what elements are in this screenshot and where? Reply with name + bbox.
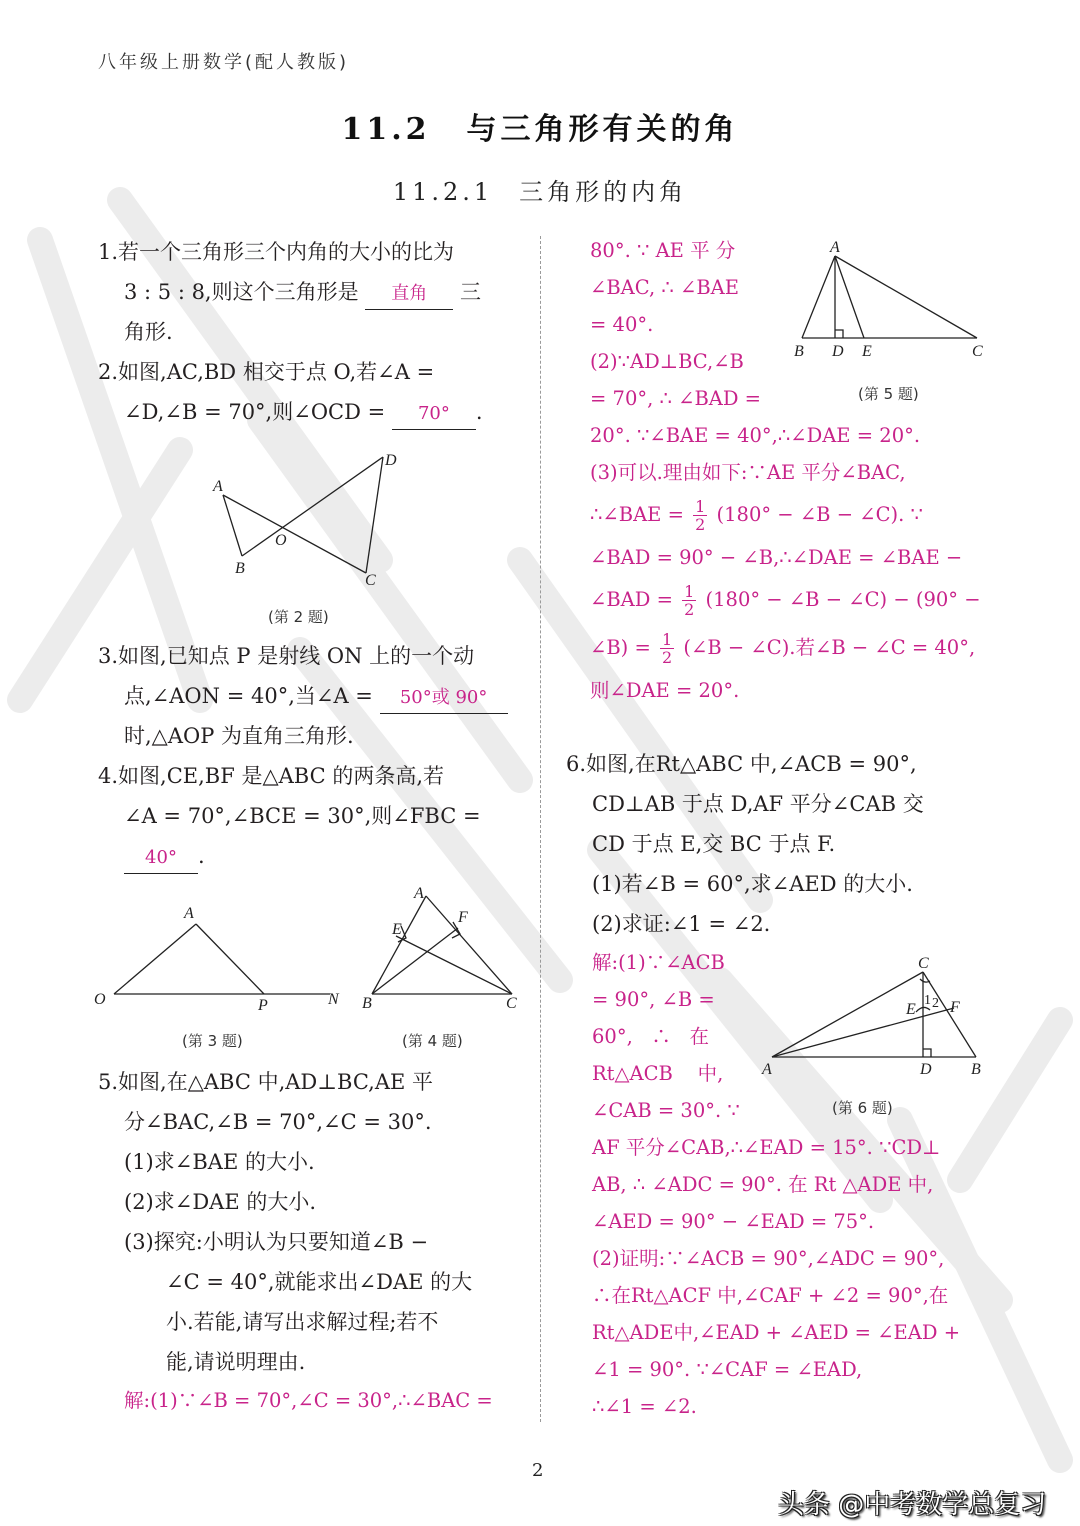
question-5-part-3-line-2: ∠C = 40°,就能求出∠DAE 的大	[166, 1270, 473, 1294]
q5-solution-r10	[590, 576, 985, 624]
subsection-title-text: 三角形的内角	[519, 178, 688, 206]
q5-solution-r7: (3)可以.理由如下:∵AE 平分∠BAC,	[590, 461, 906, 484]
left-column	[98, 232, 518, 432]
label-C: C	[365, 572, 376, 589]
q6-solution-l3: 60°, ∴ 在	[592, 1025, 709, 1048]
page-number: 2	[532, 1460, 544, 1481]
label-O: O	[94, 991, 106, 1008]
question-4-line-2: ∠A = 70°,∠BCE = 30°,则∠FBC =	[124, 804, 481, 828]
question-1-text: 3 : 5 : 8,则这个三角形是	[124, 280, 359, 304]
question-2-text: ∠D,∠B = 70°,则∠OCD =	[124, 400, 386, 424]
answer-blank-q4: 40°	[124, 843, 198, 874]
q5-solution-r12: 则∠DAE = 20°.	[590, 679, 740, 702]
figure-q3	[92, 900, 352, 1015]
q6-solution-l12: ∠1 = 90°. ∵∠CAF = ∠EAD,	[592, 1358, 863, 1381]
question-1-line-1: 1.若一个三角形三个内角的大小的比为	[98, 240, 455, 264]
question-3-line-3: 时,△AOP 为直角三角形.	[124, 724, 354, 748]
subsection-number: 11.2.1	[392, 178, 494, 206]
q6-solution-l2: = 90°, ∠B =	[592, 988, 715, 1011]
q6-solution-l10: ∴在Rt△ACF 中,∠CAF + ∠2 = 90°,在	[592, 1284, 949, 1307]
label-A: A	[414, 885, 424, 902]
question-2-line-2	[98, 392, 518, 432]
column-divider	[540, 236, 541, 1422]
label-F: F	[950, 999, 960, 1016]
label-B: B	[794, 343, 804, 360]
question-5-part-2: (2)求∠DAE 的大小.	[124, 1190, 317, 1214]
question-2-text-end: .	[475, 400, 483, 424]
question-6-part-2: (2)求证:∠1 = ∠2.	[592, 912, 771, 936]
question-3-text: 点,∠AON = 40°,当∠A =	[124, 684, 373, 708]
question-5-part-3-line-1: (3)探究:小明认为只要知道∠B −	[124, 1230, 429, 1254]
q5-solution-r4: (2)∵AD⊥BC,∠B	[590, 350, 744, 373]
running-header: 八年级上册数学(配人教版)	[98, 52, 350, 73]
section-number: 11.2	[341, 112, 431, 147]
question-3	[98, 636, 518, 756]
label-D: D	[920, 1061, 932, 1078]
figure-q4	[358, 882, 528, 1017]
caption-q6: (第 6 题)	[832, 1099, 893, 1117]
fraction-one-half: $\frac{1}{2}$	[662, 630, 673, 667]
subsection-title	[0, 172, 1080, 207]
question-2-line-1: 2.如图,AC,BD 相交于点 O,若∠A =	[98, 360, 435, 384]
q5-solution-r3: = 40°.	[590, 313, 654, 336]
question-4-line-3	[98, 836, 518, 876]
answer-blank-q1: 直角	[365, 279, 453, 310]
label-N: N	[328, 991, 339, 1008]
question-1-line-2	[98, 272, 518, 312]
label-O: O	[275, 532, 287, 549]
source-watermark-badge: 头条 @中考数学总复习	[778, 1490, 1047, 1520]
answer-blank-q3: 50°或 90°	[380, 683, 508, 714]
q5-solution-r8-post: (180° − ∠B − ∠C). ∵	[716, 503, 923, 526]
caption-q5: (第 5 题)	[858, 385, 919, 403]
q5-solution-r10-post: (180° − ∠B − ∠C) − (90° −	[705, 588, 981, 611]
q5-solution-r10-pre: ∠BAD =	[590, 588, 673, 611]
label-P: P	[258, 997, 268, 1014]
q5-solution-r1: 80°. ∵ AE 平 分	[590, 239, 736, 262]
label-E: E	[392, 921, 402, 938]
left-column-q3-q4	[98, 636, 518, 876]
question-2	[98, 352, 518, 432]
q5-solution-r5: = 70°, ∴ ∠BAD =	[590, 387, 762, 410]
q5-solution-r8	[590, 491, 985, 539]
answer-blank-q2: 70°	[392, 399, 476, 430]
figure-q5	[790, 238, 990, 363]
q5-solution-narrow	[590, 232, 770, 417]
question-6	[566, 744, 986, 944]
q6-solution-l13: ∴∠1 = ∠2.	[592, 1395, 697, 1418]
question-5-part-3-line-4: 能,请说明理由.	[166, 1350, 306, 1374]
caption-q4: (第 4 题)	[402, 1032, 463, 1050]
q5-solution-r6: 20°. ∵∠BAE = 40°,∴∠DAE = 20°.	[590, 424, 921, 447]
label-B: B	[971, 1061, 981, 1078]
question-5-line-2: 分∠BAC,∠B = 70°,∠C = 30°.	[124, 1110, 432, 1134]
q5-solution-r11-post: (∠B − ∠C).若∠B − ∠C = 40°,	[683, 636, 976, 659]
q6-solution-l5: ∠CAB = 30°. ∵	[592, 1099, 740, 1122]
question-1	[98, 232, 518, 352]
label-A: A	[830, 239, 840, 256]
label-C: C	[972, 343, 983, 360]
q6-solution-l4: Rt△ACB 中,	[592, 1062, 724, 1085]
question-4	[98, 756, 518, 876]
label-A: A	[213, 478, 223, 495]
label-C: C	[506, 995, 517, 1012]
caption-q2: (第 2 题)	[268, 608, 329, 626]
label-F: F	[458, 909, 468, 926]
label-angle-1: 1	[924, 993, 931, 1008]
question-5-solution-line-1: 解:(1)∵∠B = 70°,∠C = 30°,∴∠BAC =	[124, 1389, 493, 1412]
label-B: B	[235, 560, 245, 577]
section-title-text: 与三角形有关的角	[466, 112, 739, 147]
q6-solution-l1: 解:(1)∵∠ACB	[592, 951, 725, 974]
q6-solution-l7: AB, ∴ ∠ADC = 90°. 在 Rt △ADE 中,	[592, 1173, 934, 1196]
question-1-line-3: 角形.	[124, 320, 173, 344]
question-4-text-end: .	[198, 844, 205, 868]
label-E: E	[862, 343, 872, 360]
label-angle-2: 2	[932, 996, 939, 1011]
figure-q6	[760, 952, 990, 1082]
label-A: A	[762, 1061, 772, 1078]
fraction-one-half: $\frac{1}{2}$	[695, 497, 706, 534]
question-3-line-1: 3.如图,已知点 P 是射线 ON 上的一个动	[98, 644, 475, 668]
fraction-one-half: $\frac{1}{2}$	[684, 582, 695, 619]
q5-solution-r8-pre: ∴∠BAE =	[590, 503, 684, 526]
q6-solution-l11: Rt△ADE中,∠EAD + ∠AED = ∠EAD +	[592, 1321, 961, 1344]
question-6-line-1: 6.如图,在Rt△ABC 中,∠ACB = 90°,	[566, 752, 917, 776]
label-E: E	[906, 1001, 916, 1018]
q5-solution-r9: ∠BAD = 90° − ∠B,∴∠DAE = ∠BAE −	[590, 546, 963, 569]
label-C: C	[918, 955, 929, 972]
q5-solution-r11	[590, 624, 985, 672]
question-1-text-end: 三	[459, 280, 481, 304]
question-4-line-1: 4.如图,CE,BF 是△ABC 的两条高,若	[98, 764, 445, 788]
question-6-line-3: CD 于点 E,交 BC 于点 F.	[592, 832, 836, 856]
question-5-line-1: 5.如图,在△ABC 中,AD⊥BC,AE 平	[98, 1070, 434, 1094]
question-5-part-1: (1)求∠BAE 的大小.	[124, 1150, 315, 1174]
label-D: D	[385, 452, 397, 469]
label-B: B	[362, 995, 372, 1012]
question-5	[98, 1062, 518, 1420]
q6-solution-l6: AF 平分∠CAB,∴∠EAD = 15°. ∵CD⊥	[592, 1136, 941, 1159]
question-6-line-2: CD⊥AB 于点 D,AF 平分∠CAB 交	[592, 792, 924, 816]
label-A: A	[184, 905, 194, 922]
question-3-line-2	[98, 676, 518, 716]
q5-solution-r2: ∠BAC, ∴ ∠BAE	[590, 276, 739, 299]
q6-solution-l9: (2)证明:∵∠ACB = 90°,∠ADC = 90°,	[592, 1247, 945, 1270]
question-5-part-3-line-3: 小.若能,请写出求解过程;若不	[166, 1310, 439, 1334]
figure-q2	[205, 445, 415, 595]
label-D: D	[832, 343, 844, 360]
caption-q3: (第 3 题)	[182, 1032, 243, 1050]
q6-solution-l8: ∠AED = 90° − ∠EAD = 75°.	[592, 1210, 875, 1233]
q5-solution-r11-pre: ∠B) =	[590, 636, 651, 659]
question-6-part-1: (1)若∠B = 60°,求∠AED 的大小.	[592, 872, 913, 896]
q6-solution-narrow	[592, 944, 742, 1129]
section-title	[0, 104, 1080, 148]
